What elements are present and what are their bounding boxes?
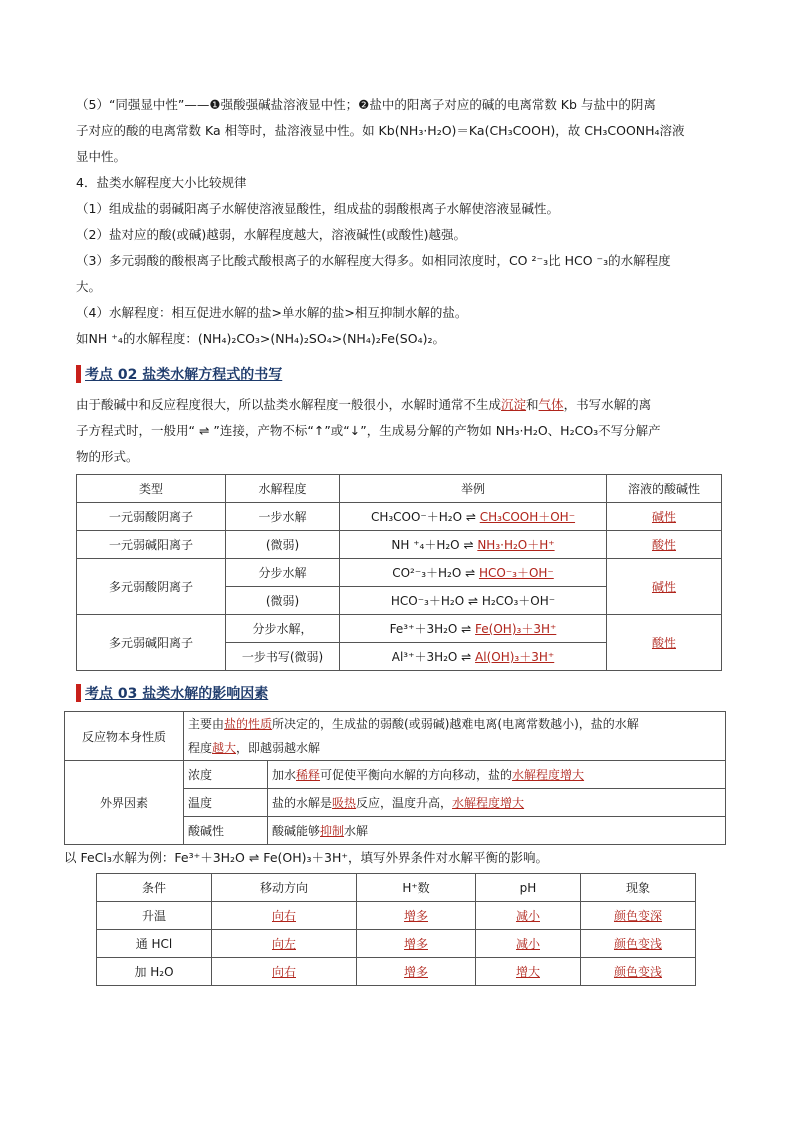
rule-4: （4）水解程度：相互促进水解的盐>单水解的盐>相互抑制水解的盐。: [76, 305, 468, 320]
cell-content: 主要由盐的性质所决定的，生成盐的弱酸(或弱碱)越难电离(电离常数越小)，盐的水解 程度越大，即越弱越水解: [184, 712, 726, 761]
table-row: [77, 503, 722, 531]
answer-precipitate: 沉淀: [501, 397, 527, 412]
rule-3-line-2: 大。: [76, 279, 102, 294]
cell-example: CH₃COO⁻＋H₂O ⇌ CH₃COOH＋OH⁻: [340, 503, 607, 531]
rule-3-line-1: （3）多元弱酸的酸根离子比酸式酸根离子的水解程度大得多。如相同浓度时，CO ²⁻₃比 HCO ⁻₃的水解程度: [76, 253, 671, 268]
section-4-title: 4．盐类水解程度大小比较规律: [76, 175, 247, 190]
cell-label: 反应物本身性质: [65, 712, 184, 761]
cell-example: Al³⁺＋3H₂O ⇌ Al(OH)₃＋3H⁺: [340, 643, 607, 671]
table-header-row: [97, 874, 696, 902]
col-header: H⁺数: [357, 874, 476, 902]
cell-degree: 分步水解: [226, 559, 340, 587]
cell-type: 多元弱碱阳离子: [77, 615, 226, 671]
col-header: 类型: [77, 475, 226, 503]
table-row: [65, 712, 726, 761]
cell-degree: 一步书写(微弱): [226, 643, 340, 671]
cell-content: 盐的水解是吸热反应，温度升高，水解程度增大: [268, 789, 726, 817]
rule-4-example: 如NH ⁺₄的水解程度：(NH₄)₂CO₃>(NH₄)₂SO₄>(NH₄)₂Fe(SO₄)₂。: [76, 331, 445, 346]
col-header: 移动方向: [212, 874, 357, 902]
cell-example: HCO⁻₃＋H₂O ⇌ H₂CO₃＋OH⁻: [340, 587, 607, 615]
col-header: 溶液的酸碱性: [607, 475, 722, 503]
table-row: [77, 531, 722, 559]
col-header: 现象: [581, 874, 696, 902]
heading-marker: [76, 684, 81, 702]
cell-type: 多元弱酸阴离子: [77, 559, 226, 615]
para-5-line-3: 显中性。: [76, 149, 127, 164]
cell-label: 外界因素: [65, 761, 184, 845]
table-header-row: [77, 475, 722, 503]
kp02-title: 考点 02 盐类水解方程式的书写: [85, 367, 283, 383]
cell-type: 一元弱酸阴离子: [77, 503, 226, 531]
col-header: 条件: [97, 874, 212, 902]
para-5-line-1: （5）“同强显中性”——❶强酸强碱盐溶液显中性；❷盐中的阳离子对应的碱的电离常数 Kb 与盐中的阴离: [76, 97, 656, 112]
cell-example: CO²⁻₃＋H₂O ⇌ HCO⁻₃＋OH⁻: [340, 559, 607, 587]
cell-degree: (微弱): [226, 531, 340, 559]
col-header: pH: [476, 874, 581, 902]
influence-factors-table: [64, 711, 726, 845]
hydrolysis-equation-table: [76, 474, 722, 671]
table-row: [77, 615, 722, 643]
document-page: [64, 92, 721, 986]
cell-nature: 酸性: [607, 615, 722, 671]
fecl3-intro: 以 FeCl₃水解为例：Fe³⁺＋3H₂O ⇌ Fe(OH)₃＋3H⁺，填写外界条件对水解平衡的影响。: [64, 850, 548, 865]
cell-type: 一元弱碱阳离子: [77, 531, 226, 559]
rule-2: （2）盐对应的酸(或碱)越弱，水解程度越大，溶液碱性(或酸性)越强。: [76, 227, 466, 242]
col-header: 水解程度: [226, 475, 340, 503]
kp02-para-line-2: 子方程式时，一般用“ ⇌ ”连接，产物不标“↑”或“↓”，生成易分解的产物如 NH₃·H₂O、H₂CO₃不写分解产: [76, 423, 661, 438]
answer-gas: 气体: [538, 397, 564, 412]
cell-sublabel: 温度: [184, 789, 268, 817]
kp03-title: 考点 03 盐类水解的影响因素: [85, 686, 269, 702]
cell-sublabel: 酸碱性: [184, 817, 268, 845]
cell-nature: 酸性: [607, 531, 722, 559]
kp02-heading: [76, 362, 721, 386]
cell-degree: 分步水解，: [226, 615, 340, 643]
cell-example: Fe³⁺＋3H₂O ⇌ Fe(OH)₃＋3H⁺: [340, 615, 607, 643]
cell-content: 酸碱能够抑制水解: [268, 817, 726, 845]
cell-degree: 一步水解: [226, 503, 340, 531]
table-row: 通 HCl 向左 增多 减小 颜色变浅: [97, 930, 696, 958]
cell-nature: 碱性: [607, 503, 722, 531]
kp02-para-line-3: 物的形式。: [76, 449, 139, 464]
fecl3-conditions-table: [96, 873, 696, 986]
table-row: 加 H₂O 向右 增多 增大 颜色变浅: [97, 958, 696, 986]
cell-nature: 碱性: [607, 559, 722, 615]
cell-degree: (微弱): [226, 587, 340, 615]
para-5-line-2: 子对应的酸的电离常数 Ka 相等时，盐溶液显中性。如 Kb(NH₃·H₂O)＝Ka(CH₃COOH)，故 CH₃COONH₄溶液: [76, 123, 685, 138]
kp03-heading: [76, 681, 721, 705]
table-row: [65, 761, 726, 789]
cell-content: 加水稀释可促使平衡向水解的方向移动，盐的水解程度增大: [268, 761, 726, 789]
heading-marker: [76, 365, 81, 383]
col-header: 举例: [340, 475, 607, 503]
rule-1: （1）组成盐的弱碱阳离子水解使溶液显酸性，组成盐的弱酸根离子水解使溶液显碱性。: [76, 201, 559, 216]
cell-example: NH ⁺₄＋H₂O ⇌ NH₃·H₂O＋H⁺: [340, 531, 607, 559]
table-row: [77, 559, 722, 587]
cell-sublabel: 浓度: [184, 761, 268, 789]
table-row: 升温 向右 增多 减小 颜色变深: [97, 902, 696, 930]
kp02-para-line-1: 由于酸碱中和反应程度很大，所以盐类水解程度一般很小，水解时通常不生成沉淀和气体，书写水解的离: [76, 397, 652, 412]
